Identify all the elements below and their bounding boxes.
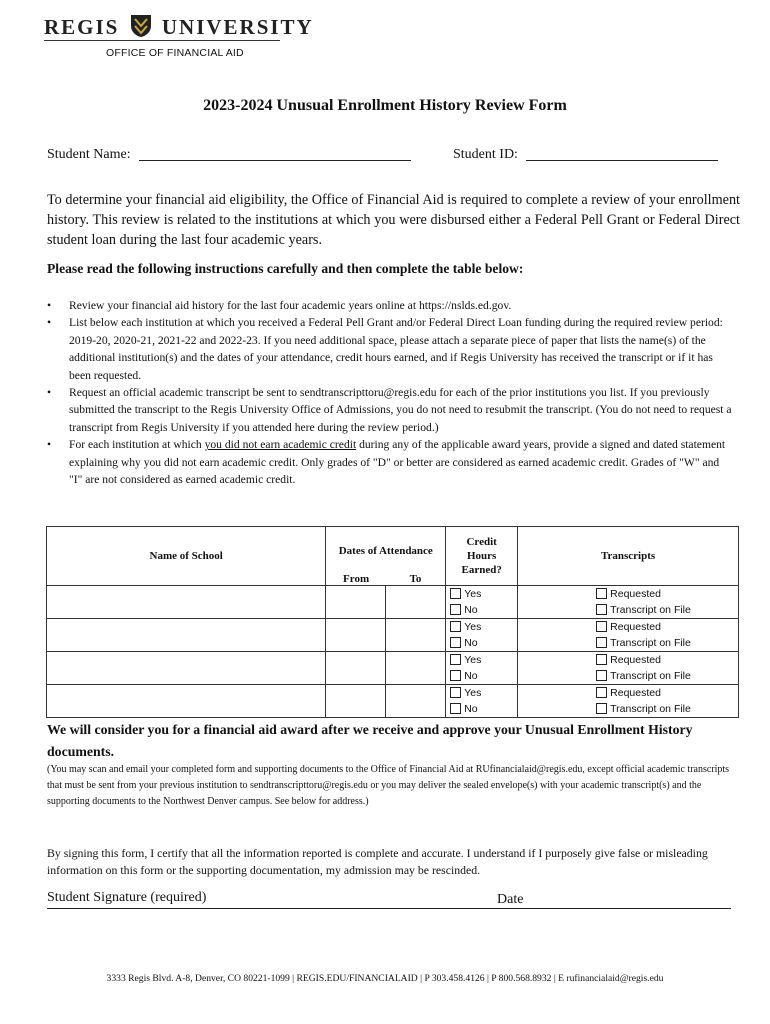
- signature-line[interactable]: [47, 908, 731, 909]
- school-name-cell[interactable]: [47, 651, 326, 684]
- intro-paragraph: To determine your financial aid eligibility, the Office of Financial Aid is required to complete a review of your enrollment history. This review is related to the institutions at which you were disbursed either a Federal Pell Grant or Federal Direct student loan during the last four academic years.: [47, 192, 740, 248]
- no-checkbox[interactable]: [450, 703, 461, 714]
- school-name-cell[interactable]: [47, 684, 326, 717]
- header-from: From: [326, 573, 386, 586]
- yes-checkbox[interactable]: [450, 687, 461, 698]
- requested-checkbox[interactable]: [596, 588, 607, 599]
- logo-text-regis: REGIS: [44, 15, 120, 39]
- header-dates-of-attendance: Dates of Attendance: [326, 527, 446, 573]
- student-name-label: Student Name:: [47, 147, 131, 162]
- yes-checkbox[interactable]: [450, 621, 461, 632]
- from-cell[interactable]: [326, 585, 386, 618]
- from-cell[interactable]: [326, 651, 386, 684]
- requested-checkbox[interactable]: [596, 687, 607, 698]
- header-to: To: [386, 573, 446, 586]
- list-item: • Review your financial aid history for the last four academic years online at https://nslds.ed.gov.: [47, 299, 512, 312]
- requested-checkbox[interactable]: [596, 621, 607, 632]
- no-checkbox[interactable]: [450, 637, 461, 648]
- no-checkbox[interactable]: [450, 670, 461, 681]
- to-cell[interactable]: [386, 684, 446, 717]
- form-title: 2023-2024 Unusual Enrollment History Review Form: [203, 97, 567, 114]
- table-row: Yes No Requested Transcript on File: [47, 585, 739, 618]
- to-cell[interactable]: [386, 618, 446, 651]
- on-file-checkbox[interactable]: [596, 670, 607, 681]
- yes-checkbox[interactable]: [450, 588, 461, 599]
- school-name-cell[interactable]: [47, 618, 326, 651]
- student-id-label: Student ID:: [453, 147, 518, 162]
- instructions-heading: Please read the following instructions carefully and then complete the table below:: [47, 261, 524, 276]
- list-item: • Request an official academic transcript be sent to sendtranscripttoru@regis.edu for each of the prior institutions you list. If you previously submitted the transcript to the Regis University Office of Admissions, you do not need to resubmit the transcript. (You do not need to request a transcript from Regis University if you attended here during the review period.): [47, 386, 732, 434]
- to-cell[interactable]: [386, 651, 446, 684]
- on-file-checkbox[interactable]: [596, 637, 607, 648]
- signature-label: Student Signature (required): [47, 890, 207, 905]
- instructions-list: [47, 297, 735, 488]
- regis-logo: [44, 14, 314, 40]
- student-name-field[interactable]: [139, 160, 411, 161]
- certification-statement: By signing this form, I certify that all the information reported is complete and accurate. I understand if I purposely give false or misleading information on this form or the supporting documentation, my admission may be rescinded.: [47, 846, 708, 877]
- table-row: Yes No Requested Transcript on File: [47, 651, 739, 684]
- header-credit-hours: Credit Hours Earned?: [446, 527, 518, 586]
- from-cell[interactable]: [326, 618, 386, 651]
- footer-contact: 3333 Regis Blvd. A-8, Denver, CO 80221-1099 | REGIS.EDU/FINANCIALAID | P 303.458.4126 | P 800.568.8932 | E rufinancialaid@regis.edu: [106, 973, 664, 984]
- yes-checkbox[interactable]: [450, 654, 461, 665]
- table-row: Yes No Requested Transcript on File: [47, 684, 739, 717]
- logo-divider: [44, 40, 280, 41]
- requested-checkbox[interactable]: [596, 654, 607, 665]
- to-cell[interactable]: [386, 585, 446, 618]
- from-cell[interactable]: [326, 684, 386, 717]
- table-row: Yes No Requested Transcript on File: [47, 618, 739, 651]
- submission-note: (You may scan and email your completed form and supporting documents to the Office of Financial Aid at RUfinancialaid@regis.edu, except official academic transcripts that must be sent from your previous institution to sendtranscripttoru@regis.edu or you may deliver the sealed envelope(s) with your academic transcript(s) and the supporting documents to the Northwest Denver campus. See below for address.): [47, 764, 730, 807]
- date-label: Date: [497, 892, 524, 907]
- school-name-cell[interactable]: [47, 585, 326, 618]
- office-name: OFFICE OF FINANCIAL AID: [106, 47, 244, 59]
- logo-text-university: UNIVERSITY: [161, 15, 314, 39]
- list-item: • For each institution at which you did not earn academic credit during any of the applicable award years, provide a signed and dated statement explaining why you did not earn academic credit. Only grades of "D" or better are considered as earned academic credit. Grades of "W" and "I" are not considered as earned academic credit.: [47, 438, 726, 487]
- university-crest-icon: [130, 14, 152, 38]
- header-name-of-school: Name of School: [47, 527, 326, 586]
- student-id-field[interactable]: [526, 160, 718, 161]
- school-history-table: [46, 526, 739, 718]
- header-transcripts: Transcripts: [518, 527, 739, 586]
- consideration-statement: We will consider you for a financial aid award after we receive and approve your Unusual Enrollment History documents.: [47, 722, 693, 759]
- on-file-checkbox[interactable]: [596, 604, 607, 615]
- list-item: • List below each institution at which you received a Federal Pell Grant and/or Federal Direct Loan funding during the required review period: 2019-20, 2020-21, 2021-22 and 2022-23. If you need additional space, please attach a separate piece of paper that lists the name(s) of the additional institution(s) and the dates of your attendance, credit hours earned, and if Regis University has received the transcript or if it has been requested.: [47, 316, 723, 382]
- on-file-checkbox[interactable]: [596, 703, 607, 714]
- no-checkbox[interactable]: [450, 604, 461, 615]
